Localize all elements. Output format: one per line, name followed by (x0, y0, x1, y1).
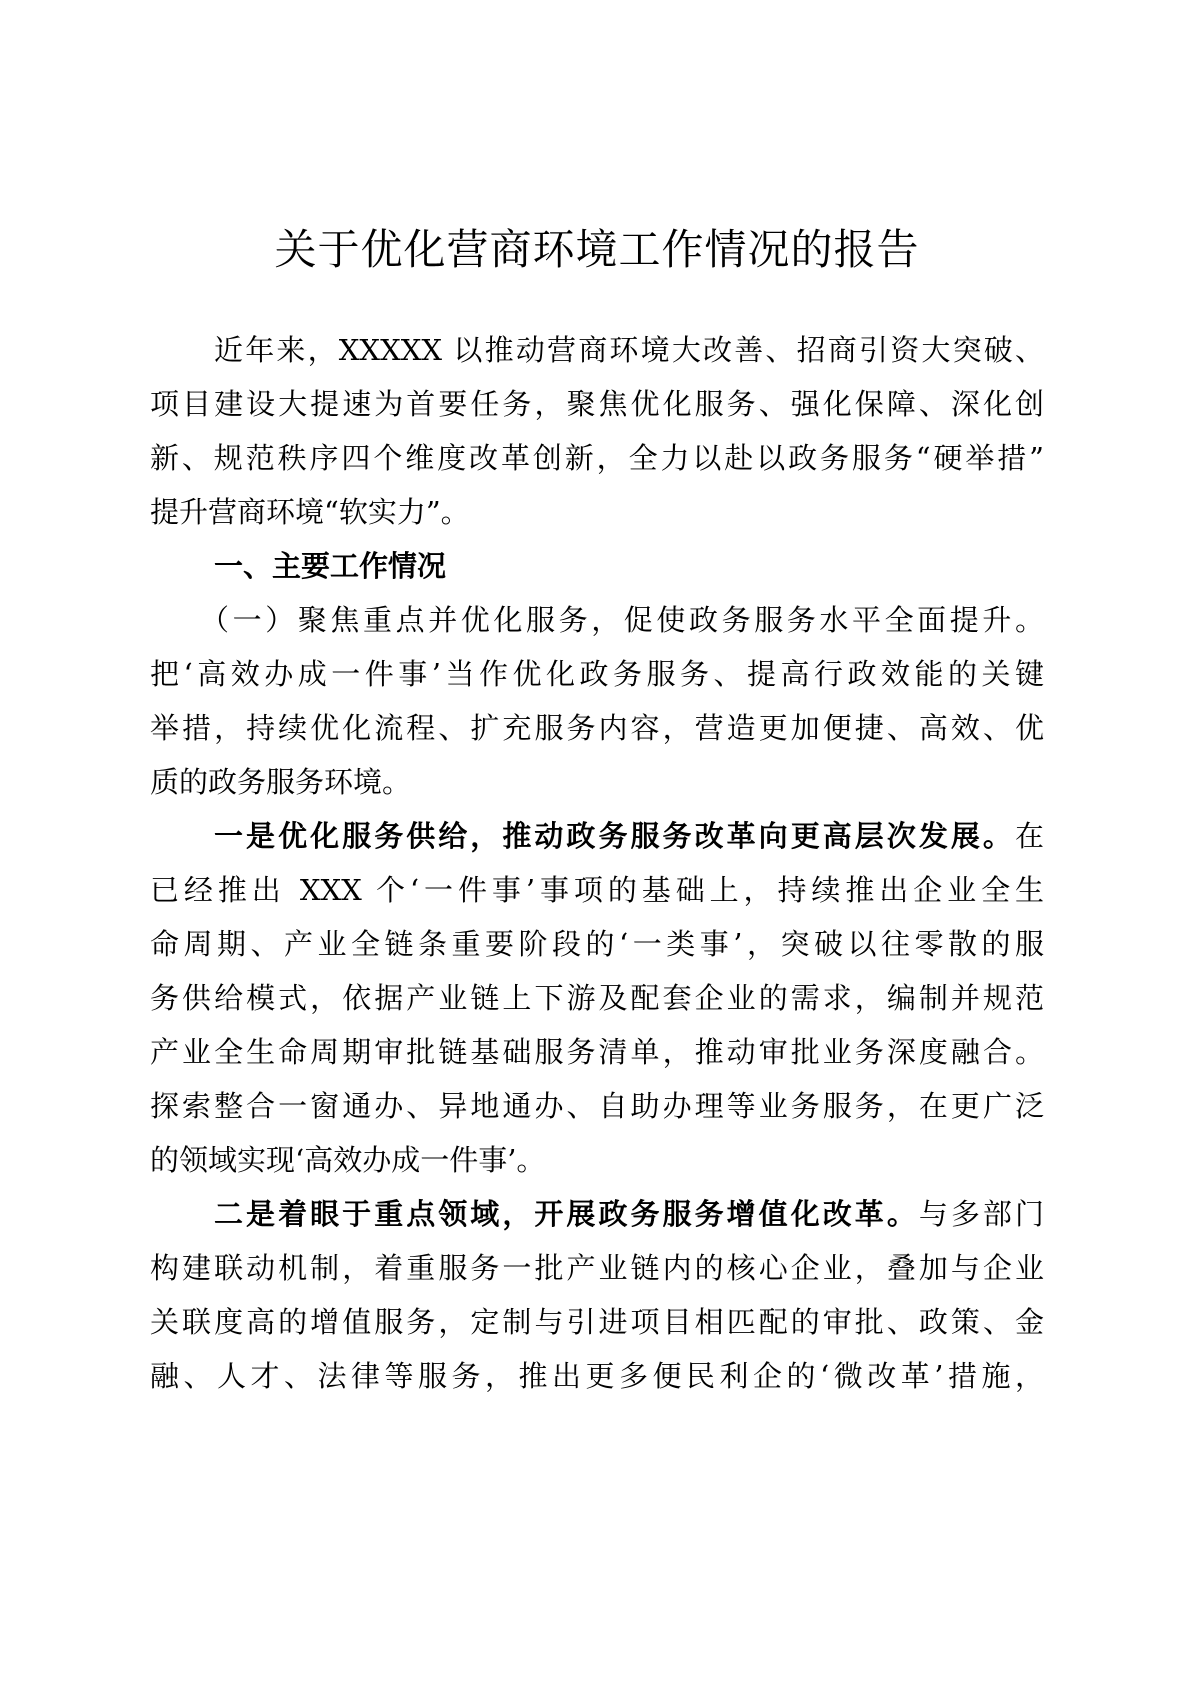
paragraph-line: 探索整合一窗通办、异地通办、自助办理等业务服务，在更广泛 (150, 1089, 1044, 1123)
point-lead-line (214, 809, 1044, 863)
point-lead-line (214, 1187, 1044, 1241)
paragraph-line: 把‘高效办成一件事’当作优化政务服务、提高行政效能的关键 (150, 657, 1044, 691)
paragraph-line: 融、人才、法律等服务，推出更多便民利企的‘微改革’措施， (150, 1359, 1044, 1393)
paragraph-line: 提升营商环境“软实力”。 (150, 495, 470, 529)
paragraph-line: 近年来，XXXXX 以推动营商环境大改善、招商引资大突破、 (214, 333, 1044, 367)
paragraph-line: 构建联动机制，着重服务一批产业链内的核心企业，叠加与企业 (150, 1251, 1044, 1285)
paragraph-line: 命周期、产业全链条重要阶段的‘一类事’，突破以往零散的服 (150, 927, 1044, 961)
section-heading: 一、主要工作情况 (214, 549, 447, 583)
paragraph-line: 质的政务服务环境。 (150, 765, 412, 799)
point-lead-rest: 与多部门 (918, 1197, 1044, 1231)
point-lead-bold: 一是优化服务供给，推动政务服务改革向更高层次发展。 (214, 819, 1015, 853)
paragraph-line: 已经推出 XXX 个‘一件事’事项的基础上，持续推出企业全生 (150, 873, 1044, 907)
paragraph-line: 新、规范秩序四个维度改革创新，全力以赴以政务服务“硬举措” (150, 441, 1044, 475)
paragraph-line: 项目建设大提速为首要任务，聚焦优化服务、强化保障、深化创 (150, 387, 1044, 421)
point-lead-bold: 二是着眼于重点领域，开展政务服务增值化改革。 (214, 1197, 919, 1231)
document-title: 关于优化营商环境工作情况的报告 (274, 225, 920, 274)
paragraph-line: 关联度高的增值服务，定制与引进项目相匹配的审批、政策、金 (150, 1305, 1044, 1339)
point-lead-rest: 在 (1014, 819, 1044, 853)
paragraph-line: 的领域实现‘高效办成一件事’。 (150, 1143, 546, 1177)
paragraph-line: 产业全生命周期审批链基础服务清单，推动审批业务深度融合。 (150, 1035, 1044, 1069)
paragraph-line: 举措，持续优化流程、扩充服务内容，营造更加便捷、高效、优 (150, 711, 1044, 745)
paragraph-line: 务供给模式，依据产业链上下游及配套企业的需求，编制并规范 (150, 981, 1044, 1015)
subsection-heading-line: （一）聚焦重点并优化服务，促使政务服务水平全面提升。 (200, 603, 1044, 637)
